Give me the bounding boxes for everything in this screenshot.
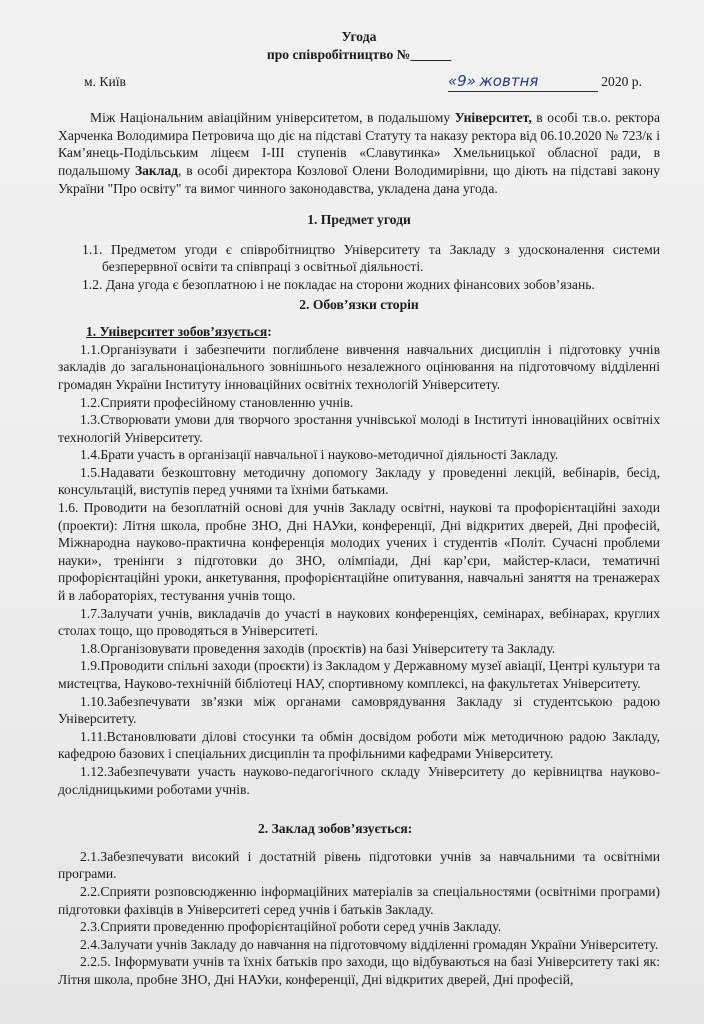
university-obligations-text: 1. Університет зобов’язується: [86, 324, 268, 340]
date-year: 2020 р.: [601, 74, 642, 90]
section-1-item: 1.2. Дана угода є безоплатною і не покладає на сторони жодних фінансових зобов’язань.: [82, 276, 595, 292]
university-item: 1.9.Проводити спільні заходи (проєкти) із Закладом у Державному музеї авіації, Центрі культури та мистецтва, Науково-технічній бібліотеці НАУ, спортивному комплексі, на факультетах Університету.: [58, 658, 660, 691]
intro-paragraph: [58, 109, 660, 197]
zaklad-item: 2.2.5. Інформувати учнів та їхніх батьків про заходи, що відбуваються на базі Університету такі як: Літня школа, пробне ЗНО, Дні НАУки, конференції, Дні відкритих дверей, Дні професій,: [58, 954, 660, 987]
intro-text-3: , в особі директора Козлової Олени Володимирівни, що діють на підставі закону України "Про освіту" та вимог чинного законодавства, укладена дана угода.: [58, 162, 661, 196]
university-obligations-heading: [86, 323, 660, 341]
university-item: 1.12.Забезпечувати участь науково-педагогічного складу Університету до керівництва науково-дослідницькими роботами учнів.: [58, 763, 660, 797]
doc-subtitle: [58, 46, 660, 64]
university-item: 1.11.Встановлювати ділові стосунки та обмін досвідом роботи між методичною радою Закладу, кафедрою базових і спеціальних дисциплін та профільними кафедрами Університету.: [58, 728, 660, 762]
agreement-number-blank: ______: [410, 46, 452, 62]
subtitle-text: про співробітництво №: [266, 46, 411, 62]
heading-colon: :: [407, 821, 413, 837]
date-close-quote: »: [466, 72, 476, 91]
university-item: 1.10.Забезпечувати зв’язки між органами самоврядування Закладу зі студентською радою Університету.: [58, 693, 660, 727]
intro-university: Університет,: [454, 110, 532, 126]
agreement-date: [448, 73, 642, 92]
city-label: м. Київ: [84, 74, 126, 90]
university-item: 1.5.Надавати безкоштовну методичну допомогу Закладу у проведенні лекцій, вебінарів, бесід, консультацій, виступів перед учнями та їхніми батьками.: [58, 464, 660, 498]
handwritten-date: [448, 73, 598, 92]
date-day: 9: [457, 72, 467, 91]
date-month: жовтня: [479, 72, 539, 91]
zaklad-item: 2.4.Залучати учнів Закладу до навчання на підготовчому відділенні громадян України Університету.: [80, 936, 659, 952]
date-line: [58, 73, 660, 95]
intro-text-2: в особі т.в.о. ректора Харченка Володимира Петровича що діє на підставі Статуту та наказу ректора від 06.10.2020 № 723/к і Кам’янець-Подільським ліцеєм І-ІІІ ступенів «Славутинка» Хмельницької обласної ради, в подальшому: [58, 110, 660, 178]
university-item: 1.7.Залучати учнів, викладачів до участі в наукових конференціях, семінарах, вебінарах, круглих столах тощо, що проводяться в Університеті.: [58, 605, 660, 639]
heading-colon: :: [267, 324, 272, 340]
doc-title: Угода: [341, 29, 377, 44]
section-2-title: 2. Обов’язки сторін: [299, 296, 419, 312]
section-1-title: 1. Предмет угоди: [307, 212, 411, 228]
intro-zaklad: Заклад: [134, 162, 179, 178]
university-item: 1.4.Брати участь в організації навчальної і науково-методичної діяльності Закладу.: [80, 447, 559, 463]
zaklad-item: 2.2.Сприяти розповсюдженню інформаційних матеріалів за спеціальностями (освітніми програми) підготовки фахівців в Університеті серед учнів і батьків Закладу.: [58, 883, 660, 917]
section-1-item: 1.1. Предметом угоди є співробітництво Університету та Закладу з удосконалення системи безперервної освіти та співпраці з освітньої діяльності.: [82, 241, 660, 275]
zaklad-item: 2.3.Сприяти проведенню профорієнтаційної роботи серед учнів Закладу.: [80, 919, 502, 935]
university-item: 1.6. Проводити на безоплатній основі для учнів Закладу освітні, наукові та профорієнтаційні заходи (проекти): Літня школа, пробне ЗНО, Дні НАУки, конференції, Дні відкритих дверей, Дні професій, Міжнародна науково-практична конференція молодих учених і студентів «Політ. Сучасні проблеми науки», тренінги з підготовки до ЗНО, олімпіади, Дні кар’єри, майстер-класи, тематичні профорієнтаційні уроки, анкетування, профорієнтаційне опитування, навчальні заняття на тренажерах й в лабораторіях, тестування учнів тощо.: [58, 500, 660, 604]
university-item: 1.8.Організовувати проведення заходів (проєктів) на базі Університету та Закладу.: [80, 640, 556, 656]
university-item: 1.2.Сприяти професійному становленню учнів.: [80, 394, 354, 410]
university-item: 1.1.Організувати і забезпечити поглиблене вивчення навчальних дисциплін і підготовку учнів закладів до загальнонаціонального зовнішнього незалежного оцінювання на підготовчому відділенні громадян України Інституту інноваційних освітніх технологій Університету.: [58, 341, 660, 392]
university-item: 1.3.Створювати умови для творчого зростання учнівської молоді в Інституті інноваційних освітніх технологій Університету.: [58, 412, 660, 445]
date-open-quote: «: [447, 72, 458, 91]
zaklad-obligations-text: 2. Заклад зобов’язується: [258, 821, 408, 837]
zaklad-obligations-heading: [258, 820, 660, 838]
zaklad-item: 2.1.Забезпечувати високий і достатній рівень підготовки учнів за навчальними та освітніми програми.: [58, 848, 660, 882]
intro-text-1: Між Національним авіаційним університетом, в подальшому: [90, 110, 455, 126]
